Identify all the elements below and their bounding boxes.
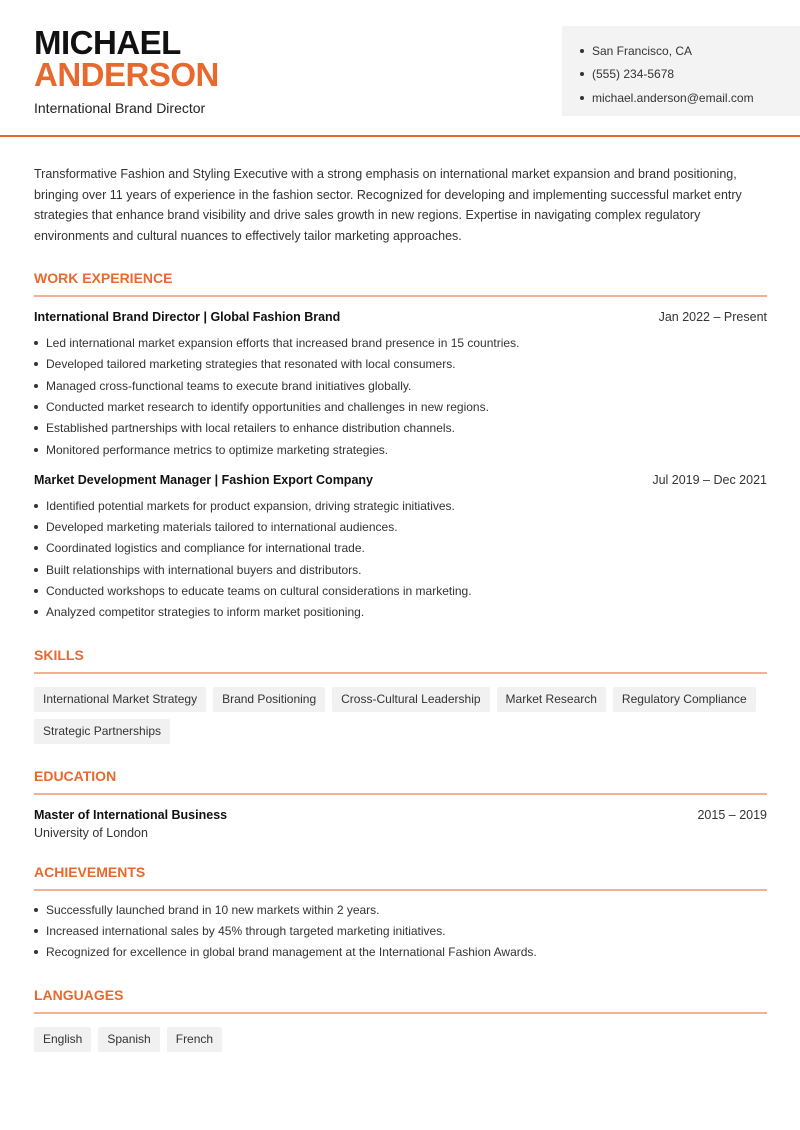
resume-header [0, 0, 800, 137]
skill-tag: Regulatory Compliance [613, 687, 756, 712]
skill-tag: Strategic Partnerships [34, 719, 170, 744]
list-item: Monitored performance metrics to optimize marketing strategies. [34, 439, 767, 460]
list-item: Increased international sales by 45% through targeted marketing initiatives. [34, 920, 767, 941]
job-title: Market Development Manager | Fashion Export Company [34, 473, 373, 488]
contact-email: michael.anderson@email.com [580, 86, 800, 110]
skills-list [34, 687, 767, 744]
list-item: Led international market expansion efforts that increased brand presence in 15 countries. [34, 332, 767, 353]
contact-phone: (555) 234-5678 [580, 63, 800, 87]
achievements-list [34, 899, 767, 963]
education-entry [34, 808, 767, 822]
section-heading-work: WORK EXPERIENCE [34, 270, 767, 297]
section-heading-languages: LANGUAGES [34, 987, 767, 1014]
section-heading-achievements: ACHIEVEMENTS [34, 864, 767, 891]
section-heading-skills: SKILLS [34, 647, 767, 674]
language-tag: French [167, 1027, 222, 1052]
summary: Transformative Fashion and Styling Executive with a strong emphasis on international market expansion and brand positioning, bringing over 11 years of experience in the fashion sector. Recognized for developing and implementing successful market entry strategies that enhance brand visibility and drive sales growth in new regions. Expertise in navigating complex regulatory environments and cultural nuances to effectively tailor marketing approaches. [34, 167, 742, 243]
language-tag: Spanish [98, 1027, 159, 1052]
job-dates: Jul 2019 – Dec 2021 [652, 473, 767, 488]
skill-tag: Brand Positioning [213, 687, 325, 712]
degree: Master of International Business [34, 807, 228, 822]
list-item: Coordinated logistics and compliance for international trade. [34, 538, 767, 559]
list-item: Successfully launched brand in 10 new markets within 2 years. [34, 899, 767, 920]
list-item: Developed marketing materials tailored to international audiences. [34, 516, 767, 537]
job-title: International Brand Director | Global Fashion Brand [34, 310, 341, 325]
list-item: Identified potential markets for product expansion, driving strategic initiatives. [34, 495, 767, 516]
job-bullets [34, 332, 767, 460]
job-header [34, 310, 767, 324]
contact-location: San Francisco, CA [580, 39, 800, 63]
languages-list [34, 1027, 767, 1052]
skill-tag: Cross-Cultural Leadership [332, 687, 489, 712]
list-item: Developed tailored marketing strategies that resonated with local consumers. [34, 354, 767, 375]
first-name: MICHAEL [34, 24, 181, 61]
job-bullets [34, 495, 767, 623]
school: University of London [34, 825, 148, 840]
list-item: Managed cross-functional teams to execute brand initiatives globally. [34, 375, 767, 396]
skill-tag: Market Research [497, 687, 606, 712]
job-title: International Brand Director [34, 100, 206, 116]
skill-tag: International Market Strategy [34, 687, 206, 712]
list-item: Analyzed competitor strategies to inform market positioning. [34, 602, 767, 623]
education-dates: 2015 – 2019 [697, 807, 767, 822]
job-header [34, 473, 767, 487]
list-item: Recognized for excellence in global brand management at the International Fashion Awards. [34, 942, 767, 963]
list-item: Built relationships with international buyers and distributors. [34, 559, 767, 580]
job-dates: Jan 2022 – Present [658, 310, 767, 325]
last-name: ANDERSON [34, 56, 219, 93]
language-tag: English [34, 1027, 91, 1052]
list-item: Conducted workshops to educate teams on cultural considerations in marketing. [34, 580, 767, 601]
contact-box [562, 26, 800, 116]
list-item: Established partnerships with local retailers to enhance distribution channels. [34, 418, 767, 439]
list-item: Conducted market research to identify opportunities and challenges in new regions. [34, 396, 767, 417]
section-heading-education: EDUCATION [34, 768, 767, 795]
